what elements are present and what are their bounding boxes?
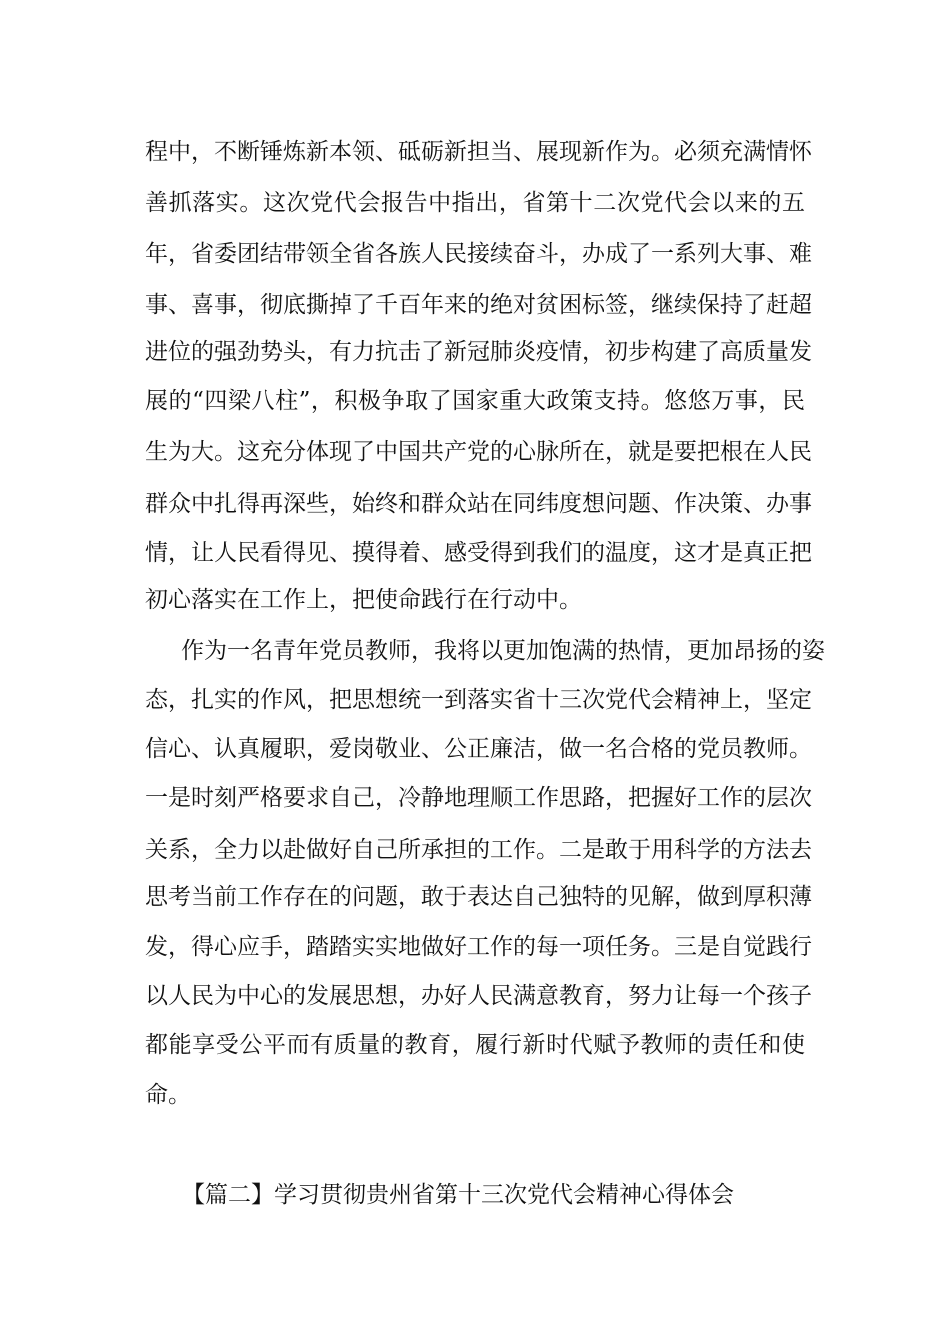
paragraph-2-line: 态，扎实的作风，把思想统一到落实省十三次党代会精神上，坚定 <box>145 687 812 713</box>
paragraph-2-line: 信心、认真履职，爱岗敬业、公正廉洁，做一名合格的党员教师。 <box>145 736 812 762</box>
paragraph-1-line: 程中，不断锤炼新本领、砥砺新担当、展现新作为。必须充满情怀 <box>145 139 812 165</box>
paragraph-2-line: 思考当前工作存在的问题，敢于表达自己独特的见解，做到厚积薄 <box>145 884 812 910</box>
paragraph-1-line: 群众中扎得再深些，始终和群众站在同纬度想问题、作决策、办事 <box>145 491 812 517</box>
paragraph-1-line: 情，让人民看得见、摸得着、感受得到我们的温度，这才是真正把 <box>145 540 812 566</box>
paragraph-1-line: 初心落实在工作上，把使命践行在行动中。 <box>145 587 582 613</box>
paragraph-1-line: 进位的强劲势头，有力抗击了新冠肺炎疫情，初步构建了高质量发 <box>145 339 812 365</box>
paragraph-2-line: 作为一名青年党员教师，我将以更加饱满的热情，更加昂扬的姿 <box>181 638 825 664</box>
paragraph-1-line: 事、喜事，彻底撕掉了千百年来的绝对贫困标签，继续保持了赶超 <box>145 292 812 318</box>
paragraph-2-line: 一是时刻严格要求自己，冷静地理顺工作思路，把握好工作的层次 <box>145 785 812 811</box>
paragraph-2-line: 都能享受公平而有质量的教育，履行新时代赋予教师的责任和使 <box>145 1032 805 1058</box>
paragraph-1-line: 展的“四梁八柱”，积极争取了国家重大政策支持。悠悠万事，民 <box>145 388 805 414</box>
section-heading: 【篇二】学习贯彻贵州省第十三次党代会精神心得体会 <box>182 1182 734 1208</box>
paragraph-2-line: 关系，全力以赴做好自己所承担的工作。二是敢于用科学的方法去 <box>145 837 812 863</box>
paragraph-2-line: 以人民为中心的发展思想，办好人民满意教育，努力让每一个孩子 <box>145 983 812 1009</box>
paragraph-1-line: 年，省委团结带领全省各族人民接续奋斗，办成了一系列大事、难 <box>145 241 812 267</box>
paragraph-1-line: 生为大。这充分体现了中国共产党的心脉所在，就是要把根在人民 <box>145 439 812 465</box>
paragraph-2-line: 发，得心应手，踏踏实实地做好工作的每一项任务。三是自觉践行 <box>145 934 812 960</box>
paragraph-1-line: 善抓落实。这次党代会报告中指出，省第十二次党代会以来的五 <box>145 190 805 216</box>
paragraph-2-line: 命。 <box>145 1082 191 1108</box>
